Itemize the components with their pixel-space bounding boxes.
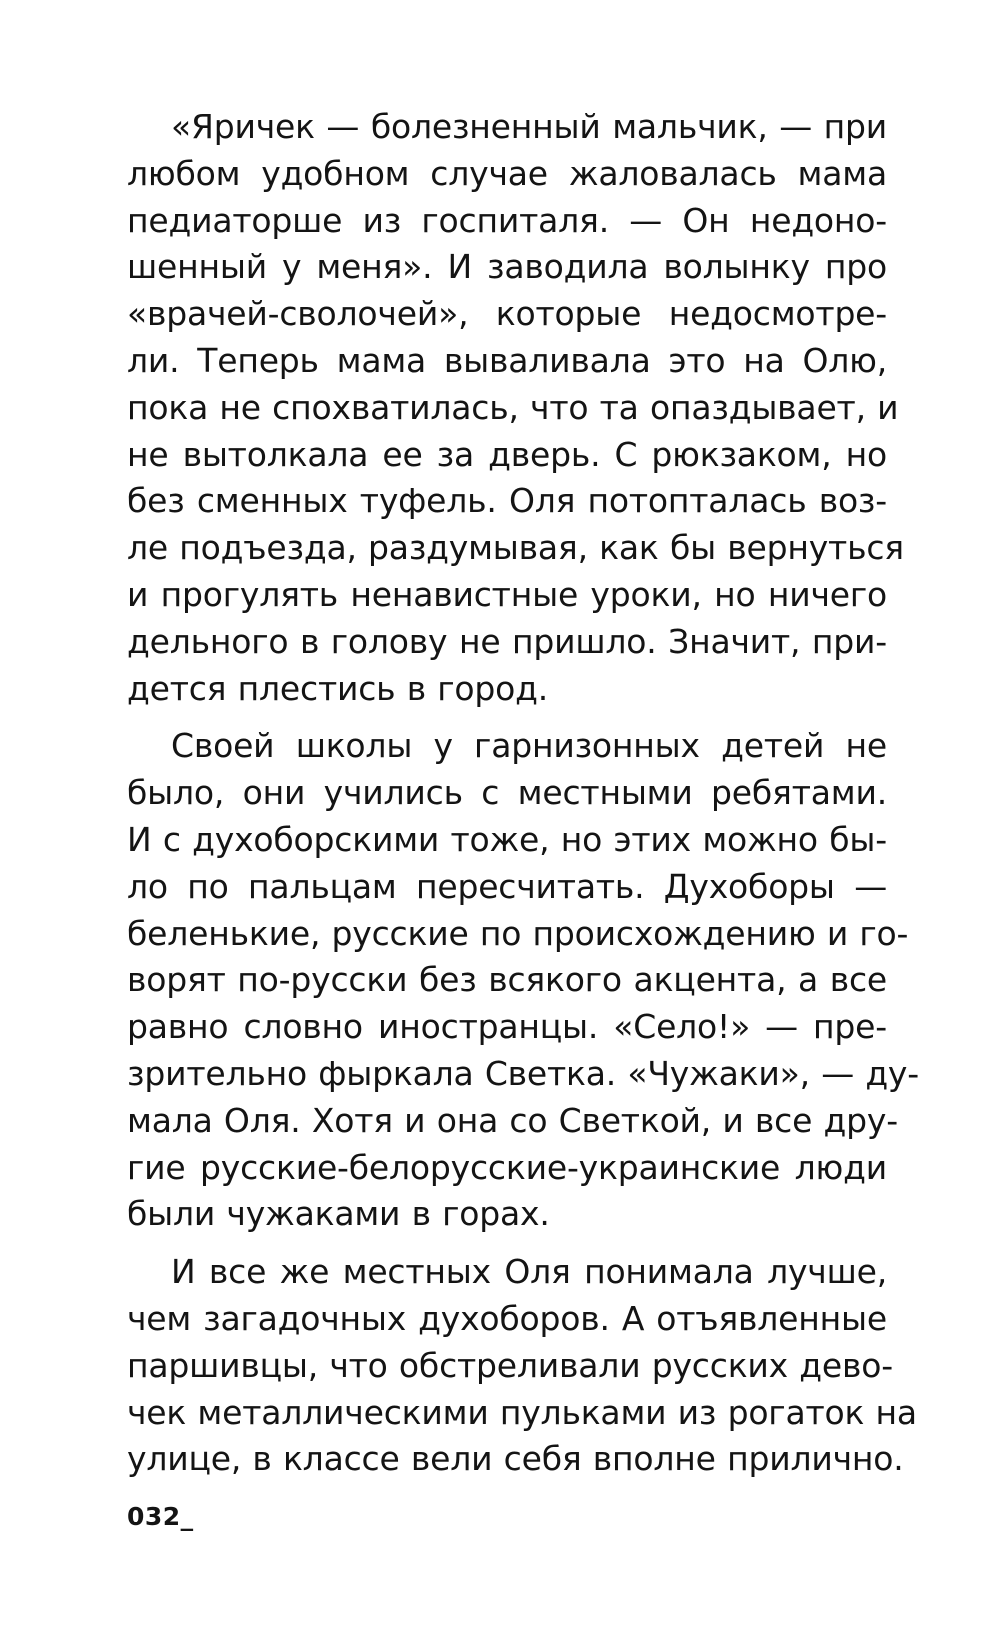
text-line: не вытолкала ее за дверь. С рюкзаком, но [127,434,887,474]
body-text [127,104,919,1494]
text-line: дется плестись в город. [127,668,549,708]
text-line: педиаторше из госпиталя. — Он недоно- [127,200,887,240]
text-line: чем загадочных духоборов. А отъявленные [127,1298,887,1338]
text-line: И все же местных Оля понимала лучше, [171,1252,887,1292]
text-line: были чужаками в горах. [127,1194,550,1234]
paragraph-2 [127,723,919,1238]
text-line: ле подъезда, раздумывая, как бы вернуться [127,528,904,568]
text-line: Своей школы у гарнизонных детей не [171,726,887,766]
text-line: зрительно фыркала Светка. «Чужаки», — ду- [127,1053,919,1093]
text-line: любом удобном случае жаловалась мама [127,153,887,193]
text-line: улице, в классе вели себя вполне прилично. [127,1439,904,1479]
paragraph-1 [127,104,904,712]
text-line: мала Оля. Хотя и она со Светкой, и все дру- [127,1100,898,1140]
text-line: беленькие, русские по происхождению и го- [127,913,909,953]
text-line: чек металлическими пульками из рогаток на [127,1392,917,1432]
text-line: равно словно иностранцы. «Село!» — пре- [127,1007,887,1047]
text-line: шенный у меня». И заводила волынку про [127,247,887,287]
text-line: И с духоборскими тоже, но этих можно бы- [127,819,887,859]
text-line: дельного в голову не пришло. Значит, при- [127,621,887,661]
text-line: было, они учились с местными ребятами. [127,773,887,813]
paragraph-3 [127,1249,917,1483]
text-line: паршивцы, что обстреливали русских дево- [127,1345,893,1385]
text-line: «врачей-сволочей», которые недосмотре- [127,294,887,334]
text-line: ворят по-русски без всякого акцента, а все [127,960,887,1000]
text-line: ли. Теперь мама вываливала это на Олю, [127,340,887,380]
text-line: гие русские-белорусские-украинские люди [127,1147,887,1187]
text-line: без сменных туфель. Оля потопталась воз- [127,481,887,521]
text-line: «Яричек — болезненный мальчик, — при [171,107,887,146]
text-line: пока не спохватилась, что та опаздывает, и [127,387,899,427]
text-line: и прогулять ненавистные уроки, но ничего [127,574,887,614]
text-line: ло по пальцам пересчитать. Духоборы — [127,866,887,906]
page-number: 032_ [127,1502,194,1531]
